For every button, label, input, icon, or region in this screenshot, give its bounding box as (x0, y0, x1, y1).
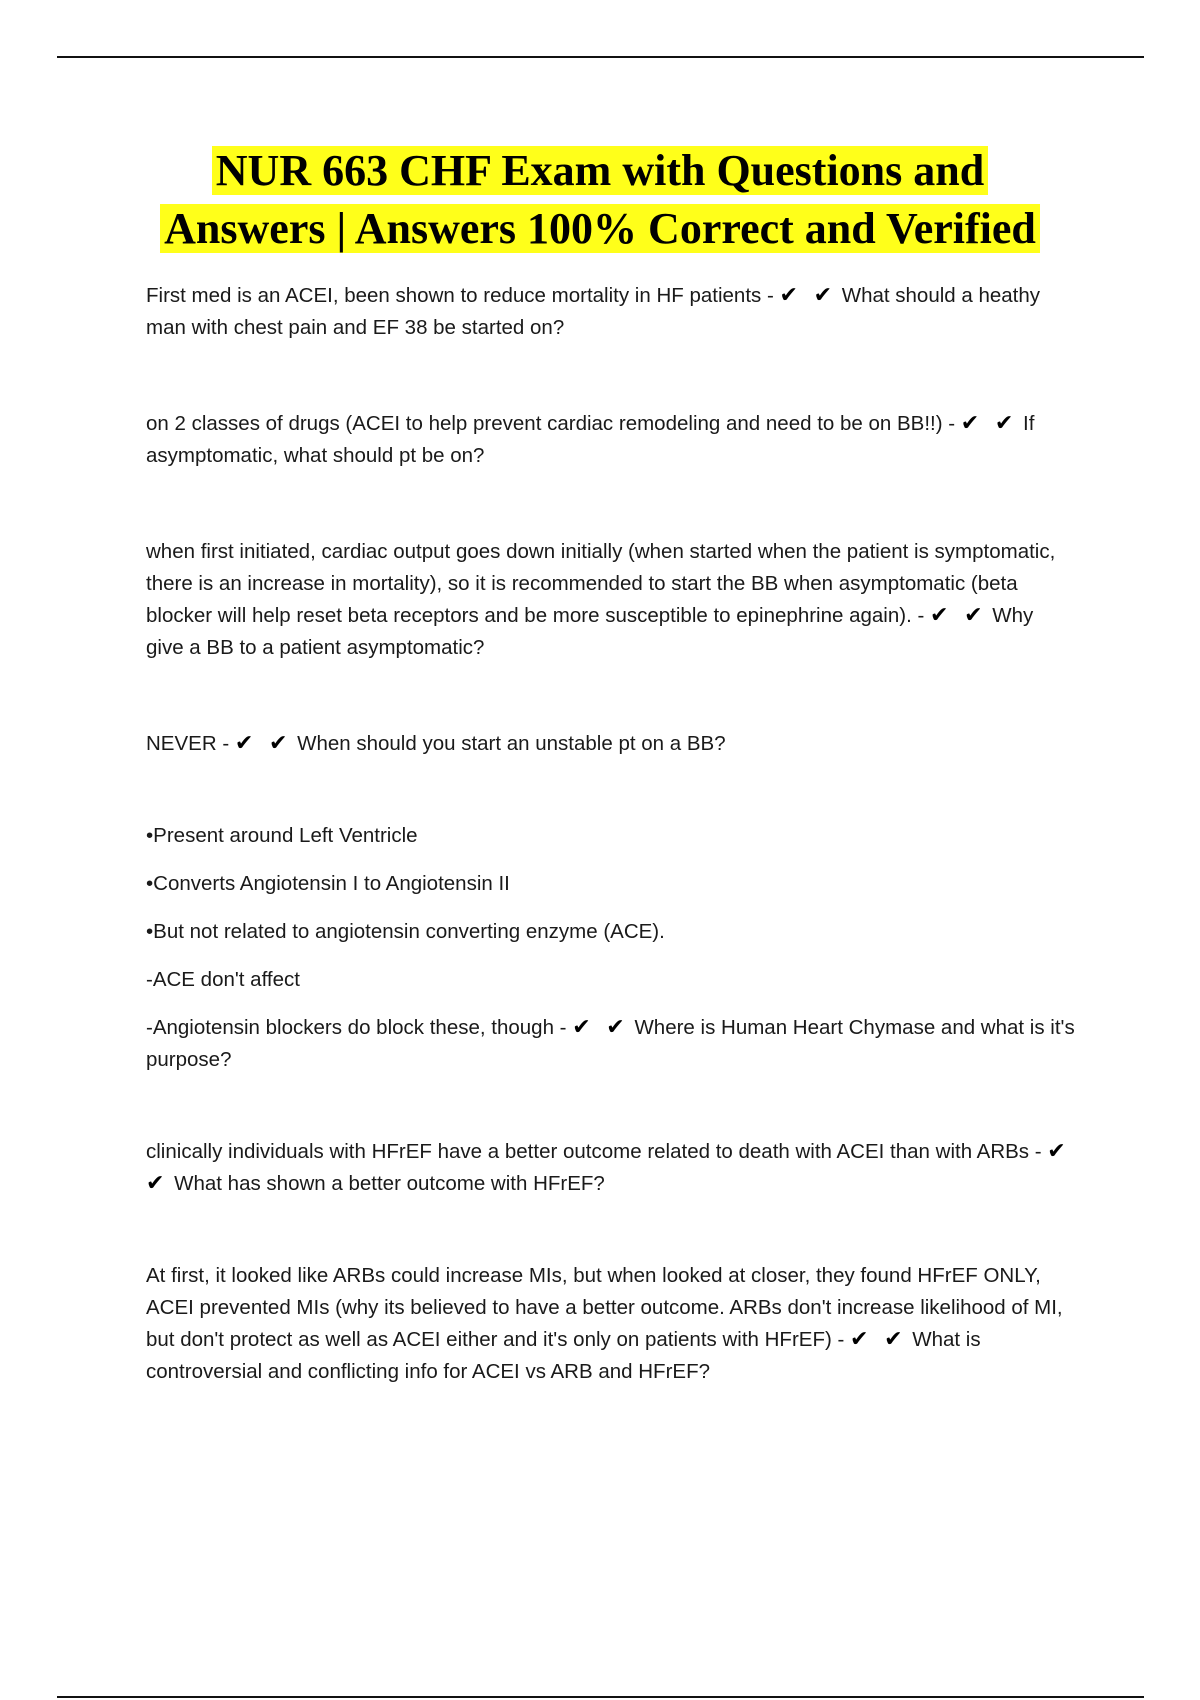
answer-text: on 2 classes of drugs (ACEI to help prevent cardiac remodeling and need to be on BB!!) - (146, 412, 956, 435)
answer-text: NEVER - (146, 732, 230, 755)
question-text: What has shown a better outcome with HFrEF? (174, 1172, 605, 1195)
question-text: Why give a BB to a patient asymptomatic? (146, 604, 1034, 659)
answer-text: At first, it looked like ARBs could increase MIs, but when looked at closer, they found HFrEF ONLY, ACEI prevented MIs (why its believed to have a better outcome. ARBs don't increase likelihood of MI, but don't protect as well as ACEI either and it's only on patients with HFrEF) - (146, 1264, 1063, 1351)
page-title (0, 142, 1200, 258)
qa-entry-2 (146, 408, 1076, 472)
list-item: -ACE don't affect (146, 968, 300, 991)
list-item: •Converts Angiotensin I to Angiotensin II (146, 872, 510, 895)
question-text: What should a heathy man with chest pain and EF 38 be started on? (146, 284, 1041, 339)
checkmark-icon: ✔ ✔ (930, 603, 987, 628)
checkmark-icon: ✔ ✔ (779, 283, 837, 308)
question-text: When should you start an unstable pt on a BB? (297, 732, 726, 755)
header-rule (57, 56, 1144, 58)
qa-entry-7 (146, 1260, 1076, 1388)
qa-entry-3 (146, 536, 1076, 664)
answer-text: when first initiated, cardiac output goes down initially (when started when the patient is symptomatic, there is an increase in mortality), so it is recommended to start the BB when asymptomatic (beta blocker will help reset beta receptors and be more susceptible to epinephrine again). - (146, 540, 1056, 627)
checkmark-icon: ✔ ✔ (850, 1327, 907, 1352)
list-item: •Present around Left Ventricle (146, 824, 418, 847)
document-body (146, 280, 1076, 1388)
question-text: What is controversial and conflicting info for ACEI vs ARB and HFrEF? (146, 1328, 981, 1383)
qa-entry-4 (146, 728, 1076, 760)
qa-entry-6 (146, 1136, 1076, 1200)
question-text: If asymptomatic, what should pt be on? (146, 412, 1035, 467)
qa-entry-1 (146, 280, 1076, 344)
checkmark-icon: ✔ ✔ (572, 1015, 629, 1040)
title-line-2: Answers | Answers 100% Correct and Verified (160, 204, 1040, 253)
checkmark-icon: ✔ ✔ (960, 411, 1018, 436)
question-text: Where is Human Heart Chymase and what is it's purpose? (146, 1016, 1075, 1071)
answer-text: clinically individuals with HFrEF have a better outcome related to death with ACEI than with ARBs - (146, 1140, 1042, 1163)
answer-text: -Angiotensin blockers do block these, though - (146, 1016, 567, 1039)
list-item: •But not related to angiotensin converting enzyme (ACE). (146, 920, 665, 943)
checkmark-icon: ✔ ✔ (234, 731, 292, 756)
answer-text: First med is an ACEI, been shown to reduce mortality in HF patients - (146, 284, 774, 307)
footer-rule (57, 1696, 1144, 1698)
title-line-1: NUR 663 CHF Exam with Questions and (212, 146, 988, 195)
checkmark-icon: ✔ ✔ (146, 1139, 1070, 1196)
qa-entry-5 (146, 820, 1076, 1076)
